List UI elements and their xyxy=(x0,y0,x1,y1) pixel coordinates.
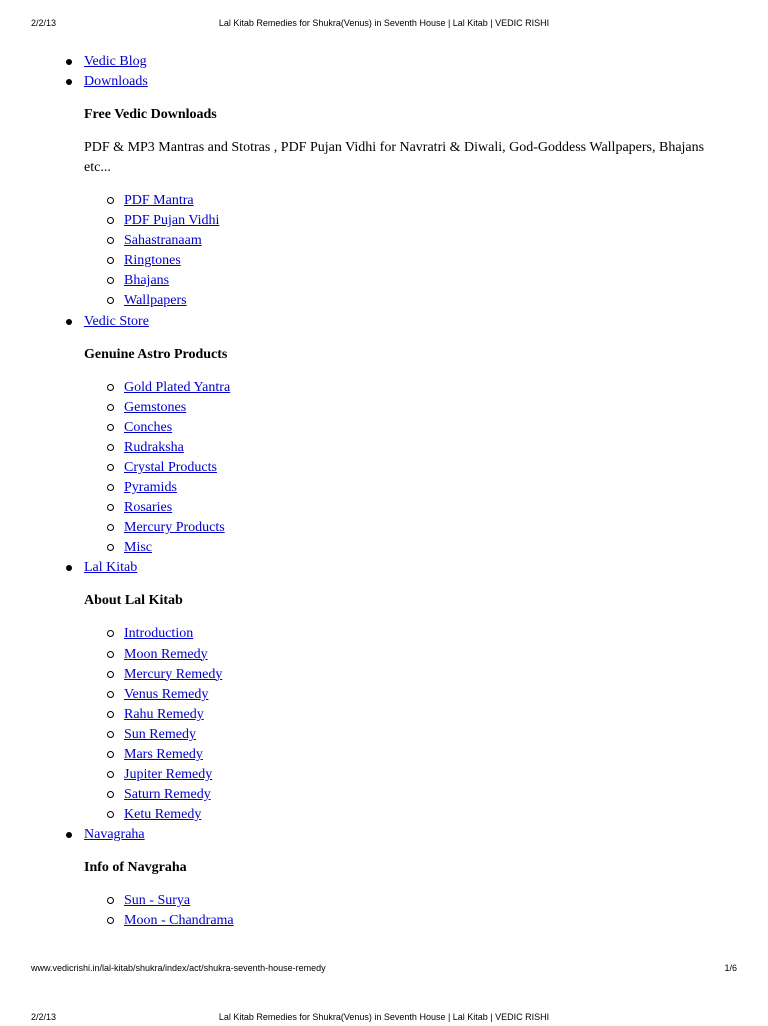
moon-chandrama-link[interactable]: Moon - Chandrama xyxy=(124,913,234,929)
list-item xyxy=(124,745,768,765)
list-item xyxy=(124,191,768,211)
mercury-remedy-link[interactable]: Mercury Remedy xyxy=(124,666,223,682)
print-page-number: 1/6 xyxy=(724,963,737,973)
nav-item-navagraha xyxy=(84,825,768,931)
lal-kitab-heading: About Lal Kitab xyxy=(84,593,183,609)
downloads-link[interactable]: Downloads xyxy=(84,74,148,89)
store-heading: Genuine Astro Products xyxy=(84,346,228,362)
navagraha-link[interactable]: Navagraha xyxy=(84,827,145,843)
vedic-store-link[interactable]: Vedic Store xyxy=(84,313,149,329)
misc-link[interactable]: Misc xyxy=(124,540,152,556)
sun-remedy-link[interactable]: Sun Remedy xyxy=(124,726,196,742)
store-sublist xyxy=(84,378,768,559)
print-footer xyxy=(0,963,768,977)
sahastranaam-link[interactable]: Sahastranaam xyxy=(124,233,202,249)
bhajans-link[interactable]: Bhajans xyxy=(124,273,170,289)
crystal-products-link[interactable]: Crystal Products xyxy=(124,459,217,475)
lal-kitab-link[interactable]: Lal Kitab xyxy=(84,560,138,576)
list-item xyxy=(124,518,768,538)
jupiter-remedy-link[interactable]: Jupiter Remedy xyxy=(124,767,213,783)
ketu-remedy-link[interactable]: Ketu Remedy xyxy=(124,807,202,823)
rudraksha-link[interactable]: Rudraksha xyxy=(124,439,184,455)
venus-remedy-link[interactable]: Venus Remedy xyxy=(124,686,209,702)
nav-item-lal-kitab xyxy=(84,558,768,825)
ringtones-link[interactable]: Ringtones xyxy=(124,253,181,269)
moon-remedy-link[interactable]: Moon Remedy xyxy=(124,646,208,662)
page-content xyxy=(0,52,768,952)
list-item xyxy=(124,498,768,518)
print-date: 2/2/13 xyxy=(31,18,57,28)
list-item xyxy=(124,911,768,931)
list-item xyxy=(124,538,768,558)
print-title: Lal Kitab Remedies for Shukra(Venus) in Seventh House | Lal Kitab | VEDIC RISHI xyxy=(218,18,550,28)
list-item xyxy=(124,458,768,478)
list-item xyxy=(124,891,768,911)
downloads-heading: Free Vedic Downloads xyxy=(84,107,217,122)
pyramids-link[interactable]: Pyramids xyxy=(124,480,177,496)
list-item xyxy=(124,645,768,665)
nav-item-vedic-store xyxy=(84,312,768,559)
list-item xyxy=(124,685,768,705)
navagraha-sublist xyxy=(84,891,768,931)
gold-plated-yantra-link[interactable]: Gold Plated Yantra xyxy=(124,379,231,395)
pdf-mantra-link[interactable]: PDF Mantra xyxy=(124,193,194,208)
introduction-link[interactable]: Introduction xyxy=(124,626,194,642)
next-page-title: Lal Kitab Remedies for Shukra(Venus) in Seventh House | Lal Kitab | VEDIC RISHI xyxy=(218,1012,550,1022)
conches-link[interactable]: Conches xyxy=(124,419,173,435)
saturn-remedy-link[interactable]: Saturn Remedy xyxy=(124,787,211,803)
mercury-products-link[interactable]: Mercury Products xyxy=(124,520,225,536)
vedic-blog-link[interactable]: Vedic Blog xyxy=(84,54,147,69)
list-item xyxy=(124,665,768,685)
list-item xyxy=(124,231,768,251)
sun-surya-link[interactable]: Sun - Surya xyxy=(124,893,191,909)
list-item xyxy=(124,378,768,398)
list-item xyxy=(124,398,768,418)
list-item xyxy=(124,705,768,725)
downloads-sublist xyxy=(84,191,768,312)
pdf-pujan-vidhi-link[interactable]: PDF Pujan Vidhi xyxy=(124,213,220,229)
print-header xyxy=(0,18,768,32)
downloads-description: PDF & MP3 Mantras and Stotras , PDF Pujan Vidhi for Navratri & Diwali, God-Goddess Wallpapers, Bhajans etc... xyxy=(84,140,705,175)
list-item xyxy=(124,291,768,311)
print-url: www.vedicrishi.in/lal-kitab/shukra/index/act/shukra-seventh-house-remedy xyxy=(31,963,326,973)
list-item xyxy=(124,271,768,291)
lal-kitab-sublist xyxy=(84,624,768,825)
next-page-date: 2/2/13 xyxy=(31,1012,57,1022)
list-item xyxy=(124,765,768,785)
rosaries-link[interactable]: Rosaries xyxy=(124,500,173,516)
wallpapers-link[interactable]: Wallpapers xyxy=(124,293,187,309)
main-nav-list xyxy=(0,52,768,932)
list-item xyxy=(124,478,768,498)
rahu-remedy-link[interactable]: Rahu Remedy xyxy=(124,706,204,722)
nav-item-downloads xyxy=(84,72,768,312)
list-item xyxy=(124,624,768,644)
navagraha-heading: Info of Navgraha xyxy=(84,860,187,876)
list-item xyxy=(124,805,768,825)
list-item xyxy=(124,251,768,271)
gemstones-link[interactable]: Gemstones xyxy=(124,399,187,415)
list-item xyxy=(124,785,768,805)
list-item xyxy=(124,725,768,745)
mars-remedy-link[interactable]: Mars Remedy xyxy=(124,746,203,762)
list-item xyxy=(124,418,768,438)
nav-item-vedic-blog xyxy=(84,52,768,72)
list-item xyxy=(124,211,768,231)
list-item xyxy=(124,438,768,458)
